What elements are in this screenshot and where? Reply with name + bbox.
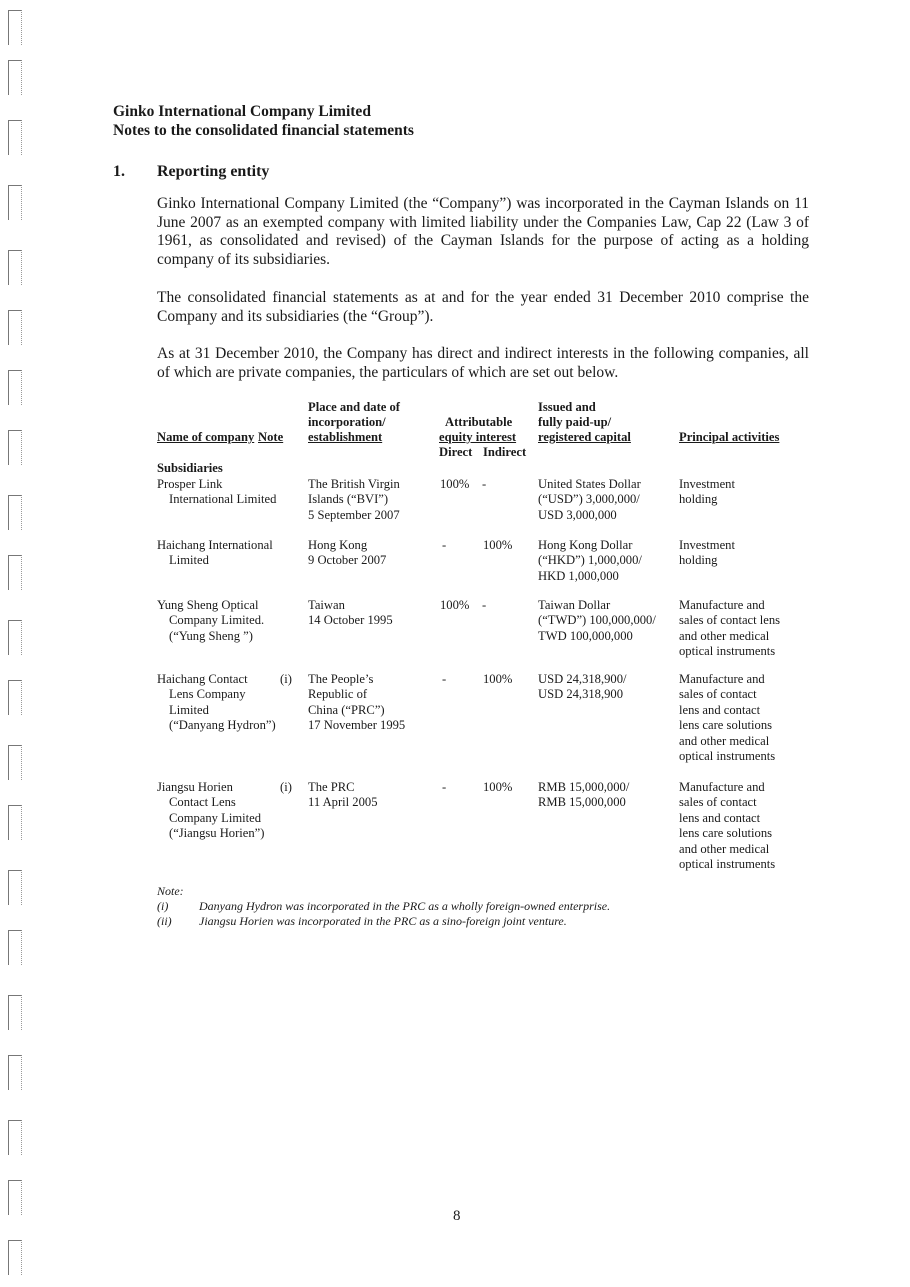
binding-mark	[8, 370, 22, 405]
cell-place: The British Virgin	[308, 477, 400, 491]
cell-indirect: -	[482, 598, 487, 612]
cell-name: Company Limited	[169, 810, 261, 825]
statement-subtitle: Notes to the consolidated financial statements	[113, 122, 414, 139]
cell-name: International Limited	[169, 492, 277, 507]
binding-mark	[8, 1240, 22, 1275]
binding-mark	[8, 120, 22, 155]
cell-name: Limited	[169, 553, 209, 568]
cell-capital: RMB 15,000,000	[538, 795, 626, 810]
header-capital-3: registered capital	[538, 430, 631, 444]
cell-name: Prosper Link	[157, 477, 223, 491]
cell-indirect: 100%	[483, 672, 513, 686]
binding-mark	[8, 10, 22, 45]
cell-capital: Taiwan Dollar	[538, 598, 611, 612]
cell-name: Company Limited.	[169, 613, 265, 628]
cell-name: Limited	[169, 702, 209, 717]
cell-activities: lens and contact	[679, 702, 761, 717]
binding-mark	[8, 995, 22, 1030]
binding-mark	[8, 60, 22, 95]
cell-activities: Investment	[679, 538, 735, 552]
cell-capital: (“TWD”) 100,000,000/	[538, 613, 656, 628]
cell-direct: 100%	[440, 598, 470, 612]
note-label: Note:	[157, 884, 184, 898]
cell-activities: Manufacture and	[679, 598, 765, 612]
binding-mark	[8, 250, 22, 285]
cell-place: Republic of	[308, 687, 368, 702]
cell-capital: (“USD”) 3,000,000/	[538, 492, 640, 507]
binding-mark	[8, 310, 22, 345]
cell-place: Islands (“BVI”)	[308, 492, 389, 507]
cell-note: (i)	[280, 672, 292, 686]
header-place-2: incorporation/	[308, 415, 386, 429]
cell-capital: HKD 1,000,000	[538, 568, 619, 583]
binding-mark	[8, 1180, 22, 1215]
header-capital-2: fully paid-up/	[538, 415, 612, 429]
binding-mark	[8, 805, 22, 840]
cell-indirect: 100%	[483, 538, 513, 552]
binding-mark	[8, 430, 22, 465]
section-number: 1.	[113, 163, 125, 180]
note-marker-1: (i)	[157, 899, 169, 913]
cell-capital: United States Dollar	[538, 477, 641, 491]
note-text-2: Jiangsu Horien was incorporated in the PRC as a sino-foreign joint venture.	[199, 914, 567, 928]
cell-activities: optical instruments	[679, 857, 776, 871]
binding-mark	[8, 680, 22, 715]
cell-place: 11 April 2005	[308, 795, 378, 810]
header-place-3: establishment	[308, 430, 383, 444]
cell-activities: holding	[679, 492, 718, 507]
cell-capital: USD 24,318,900/	[538, 672, 627, 686]
cell-indirect: -	[482, 477, 487, 491]
cell-activities: and other medical	[679, 841, 770, 856]
cell-name: Contact Lens	[169, 795, 236, 810]
cell-name: Haichang International	[157, 538, 273, 552]
binding-mark	[8, 870, 22, 905]
section-title: Reporting entity	[157, 163, 270, 180]
cell-name: (“Jiangsu Horien”)	[169, 826, 265, 841]
cell-note: (i)	[280, 780, 292, 794]
binding-mark	[8, 745, 22, 780]
header-attributable: Attributable	[445, 415, 513, 429]
cell-name: (“Yung Sheng ”)	[169, 628, 253, 643]
cell-activities: and other medical	[679, 733, 770, 748]
note-marker-2: (ii)	[157, 914, 172, 928]
cell-direct: -	[442, 538, 447, 552]
cell-activities: Manufacture and	[679, 672, 765, 686]
header-activities: Principal activities	[679, 430, 780, 444]
cell-activities: Investment	[679, 477, 735, 491]
cell-indirect: 100%	[483, 780, 513, 794]
header-place-1: Place and date of	[308, 400, 400, 414]
paragraph-scope: The consolidated financial statements as at and for the year ended 31 December 2010 comprise the Company and its subsidiaries (the “Group”).	[157, 289, 809, 325]
paragraph-interests: As at 31 December 2010, the Company has direct and indirect interests in the following companies, all of which are private companies, the particulars of which are set out below.	[157, 345, 809, 381]
cell-place: The People’s	[308, 672, 374, 686]
cell-activities: optical instruments	[679, 749, 776, 763]
binding-mark	[8, 185, 22, 220]
cell-name: (“Danyang Hydron”)	[169, 718, 276, 733]
header-indirect: Indirect	[483, 445, 527, 459]
binding-mark	[8, 555, 22, 590]
cell-capital: TWD 100,000,000	[538, 628, 633, 643]
cell-place: China (“PRC”)	[308, 702, 385, 717]
cell-name: Haichang Contact	[157, 672, 248, 686]
header-note: Note	[258, 430, 284, 444]
header-direct: Direct	[439, 445, 473, 459]
cell-place: 17 November 1995	[308, 718, 406, 733]
cell-place: Hong Kong	[308, 538, 368, 552]
cell-activities: sales of contact lens	[679, 613, 781, 628]
header-equity-interest: equity interest	[439, 430, 517, 444]
binding-mark	[8, 1120, 22, 1155]
cell-capital: RMB 15,000,000/	[538, 780, 630, 794]
binding-mark	[8, 1055, 22, 1090]
binding-mark	[8, 930, 22, 965]
cell-activities: sales of contact	[679, 795, 757, 810]
binding-mark	[8, 495, 22, 530]
cell-activities: and other medical	[679, 628, 770, 643]
cell-capital: Hong Kong Dollar	[538, 538, 633, 552]
note-text-1: Danyang Hydron was incorporated in the PRC as a wholly foreign-owned enterprise.	[199, 899, 611, 913]
cell-place: The PRC	[308, 780, 355, 794]
cell-capital: (“HKD”) 1,000,000/	[538, 553, 642, 568]
cell-activities: lens care solutions	[679, 826, 773, 841]
cell-activities: holding	[679, 553, 718, 568]
cell-direct: -	[442, 780, 447, 794]
company-title: Ginko International Company Limited	[113, 103, 371, 120]
cell-place: Taiwan	[308, 598, 345, 612]
cell-name: Yung Sheng Optical	[157, 598, 259, 612]
cell-capital: USD 24,318,900	[538, 687, 624, 702]
cell-place: 14 October 1995	[308, 613, 393, 628]
page-number: 8	[453, 1208, 461, 1224]
cell-activities: optical instruments	[679, 644, 776, 659]
cell-place: 5 September 2007	[308, 507, 400, 522]
group-label: Subsidiaries	[157, 461, 223, 475]
cell-place: 9 October 2007	[308, 553, 387, 568]
header-name: Name of company	[157, 430, 255, 444]
cell-direct: 100%	[440, 477, 470, 491]
cell-activities: lens and contact	[679, 810, 761, 825]
cell-activities: Manufacture and	[679, 780, 765, 794]
binding-mark	[8, 620, 22, 655]
cell-name: Lens Company	[169, 687, 246, 702]
cell-name: Jiangsu Horien	[157, 780, 233, 794]
cell-capital: USD 3,000,000	[538, 507, 617, 522]
paragraph-incorporation: Ginko International Company Limited (the “Company”) was incorporated in the Cayman Islands on 11 June 2007 as an exempted company with limited liability under the Companies Law, Cap 22 (Law 3 of 1961, as consolidated and revised) of the Cayman Islands for the purpose of acting as a holding company of its subsidiaries.	[157, 195, 809, 268]
header-capital-1: Issued and	[538, 400, 596, 414]
cell-activities: sales of contact	[679, 687, 757, 702]
cell-direct: -	[442, 672, 447, 686]
cell-activities: lens care solutions	[679, 718, 773, 733]
